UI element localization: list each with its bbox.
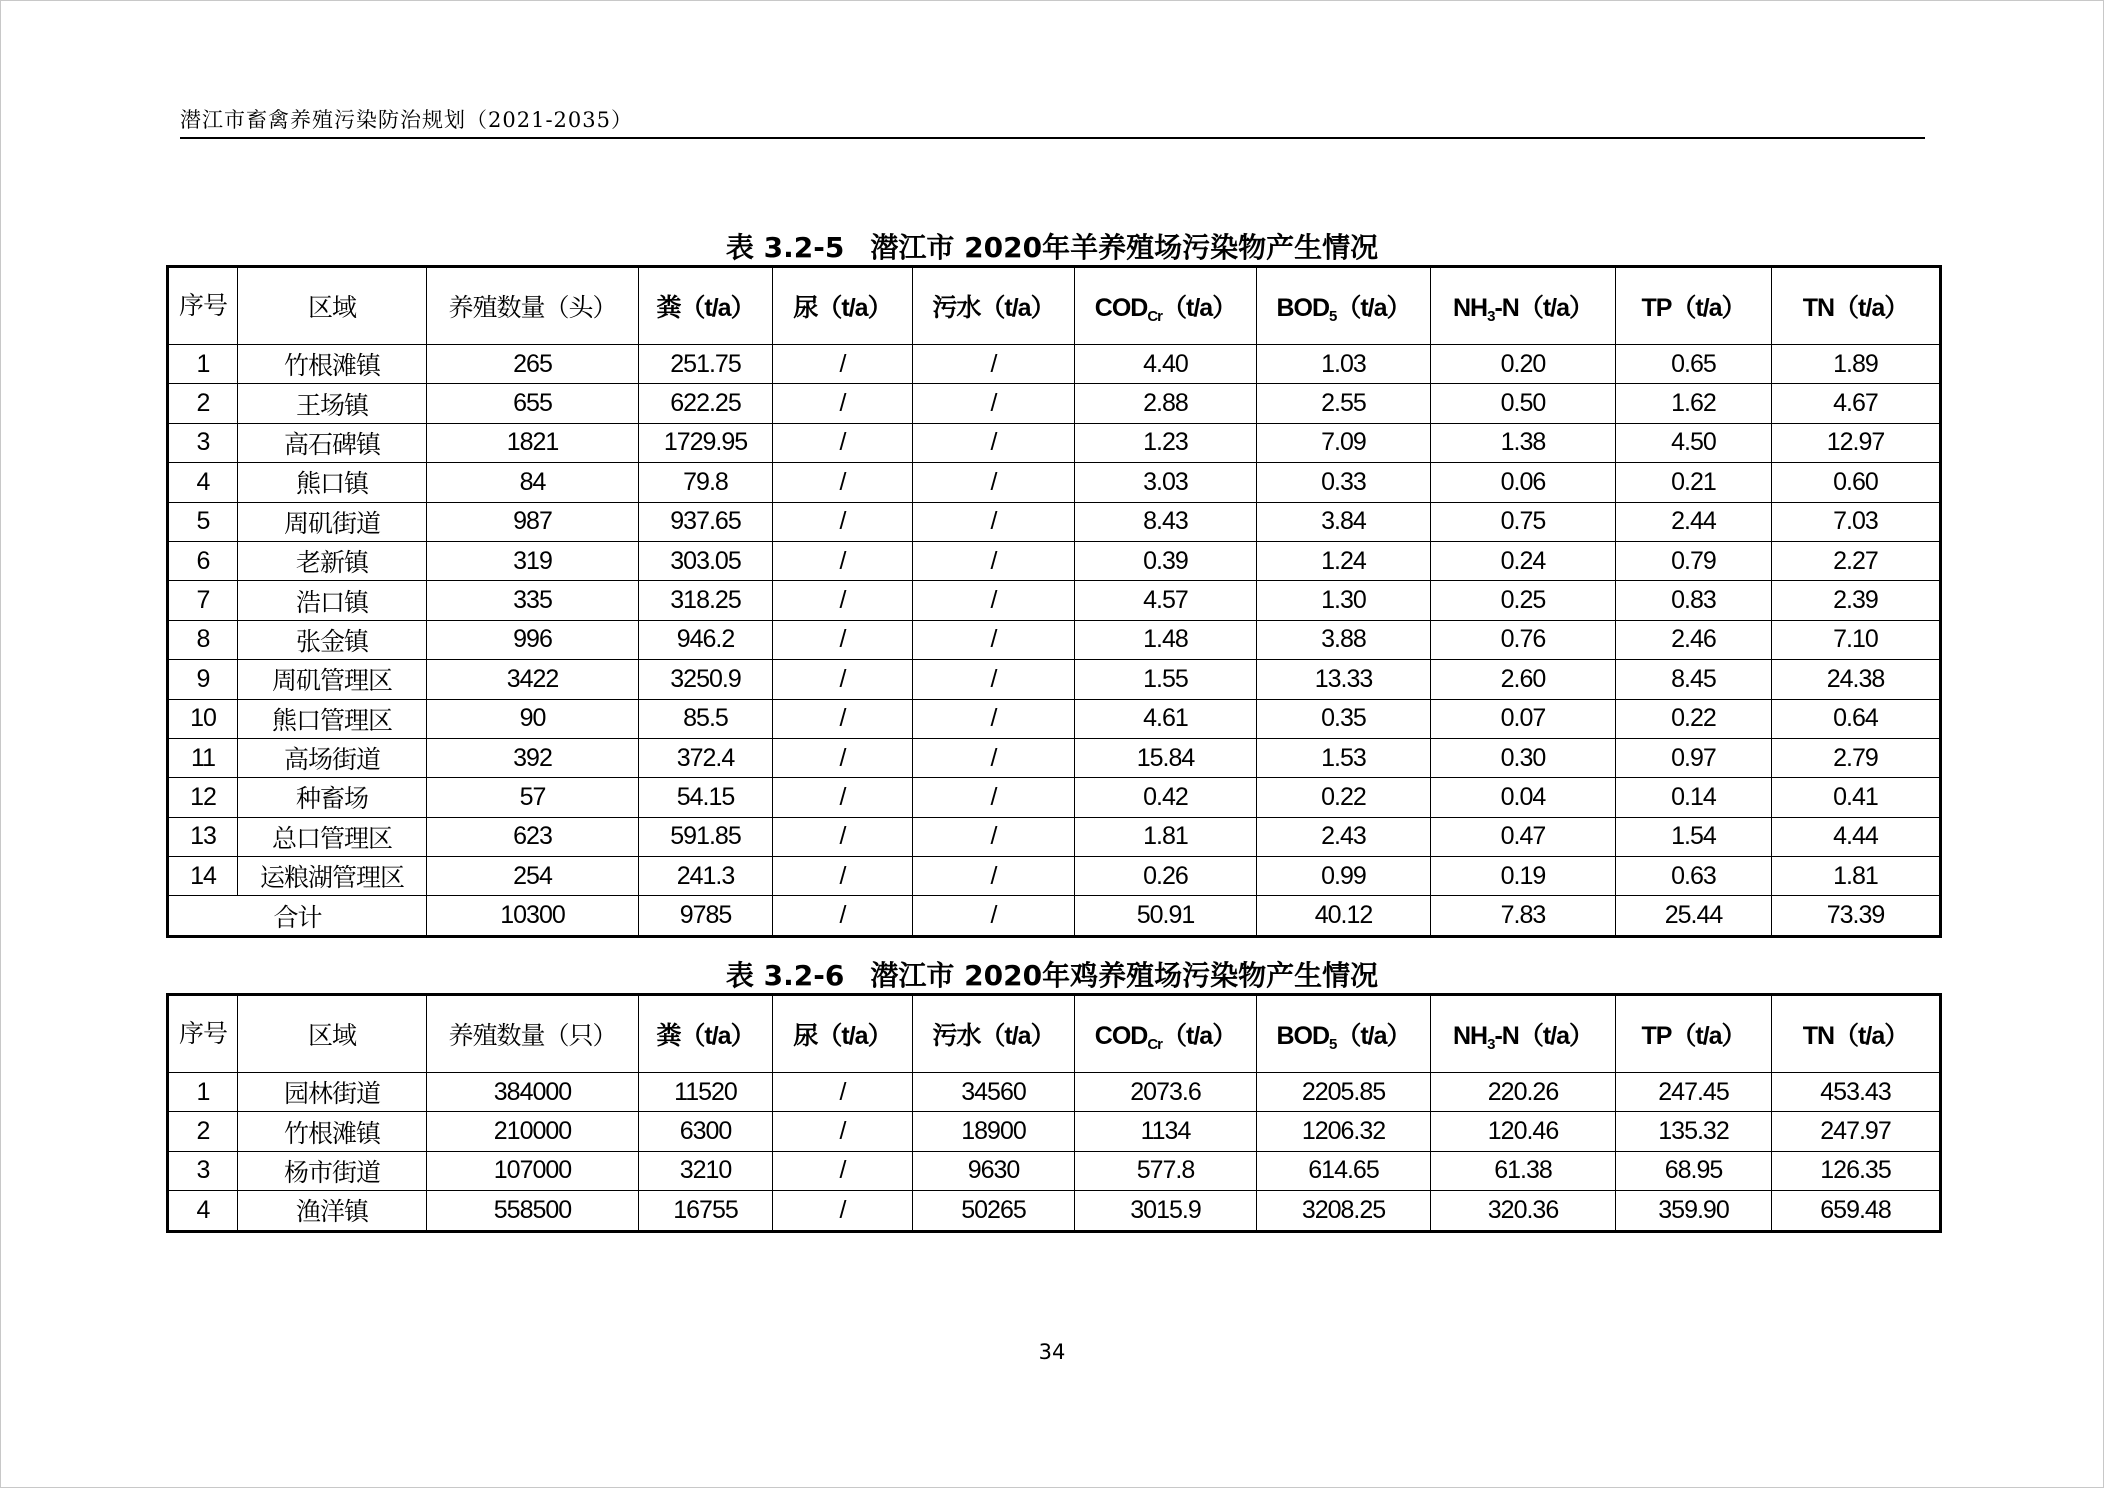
table-cell: / xyxy=(773,660,913,699)
table-cell: 8.45 xyxy=(1616,660,1772,699)
table-cell: / xyxy=(913,660,1075,699)
header-tn: TN（t/a） xyxy=(1772,267,1941,345)
table-cell: 0.64 xyxy=(1772,699,1941,738)
table-cell: 614.65 xyxy=(1257,1151,1431,1190)
table-cell: 0.97 xyxy=(1616,738,1772,777)
table-cell: / xyxy=(913,699,1075,738)
table-row xyxy=(168,738,1941,777)
table-cell: 4.40 xyxy=(1075,345,1257,384)
table-cell: 135.32 xyxy=(1616,1112,1772,1151)
table-cell: 1134 xyxy=(1075,1112,1257,1151)
total-cell: 25.44 xyxy=(1616,896,1772,936)
table-cell: / xyxy=(913,345,1075,384)
table-cell: 247.97 xyxy=(1772,1112,1941,1151)
table-cell: 0.35 xyxy=(1257,699,1431,738)
table-cell: 3 xyxy=(168,423,238,462)
table-cell: 24.38 xyxy=(1772,660,1941,699)
table-cell: 0.04 xyxy=(1431,778,1616,817)
table-cell: 3 xyxy=(168,1151,238,1190)
table-cell: 7.10 xyxy=(1772,620,1941,659)
table-cell: 3015.9 xyxy=(1075,1191,1257,1231)
table-cell: 319 xyxy=(427,541,639,580)
table-cell: 120.46 xyxy=(1431,1112,1616,1151)
table1-caption xyxy=(0,226,2104,266)
table-row xyxy=(168,384,1941,423)
table-cell: 0.63 xyxy=(1616,857,1772,896)
region-cell: 运粮湖管理区 xyxy=(238,857,427,896)
header-bod: $BOD_5(t/a)$ xyxy=(1257,267,1431,345)
table-cell: 1 xyxy=(168,1073,238,1112)
table-cell: 6300 xyxy=(639,1112,773,1151)
table-cell: 318.25 xyxy=(639,581,773,620)
table-cell: 946.2 xyxy=(639,620,773,659)
header-count: 养殖数量（头） xyxy=(427,267,639,345)
header-tn: TN（t/a） xyxy=(1772,995,1941,1073)
table1-caption-text: 潜江市 2020年羊养殖场污染物产生情况 xyxy=(870,231,1379,264)
table-row xyxy=(168,778,1941,817)
table-cell: / xyxy=(913,581,1075,620)
table2-caption xyxy=(0,954,2104,994)
table-row xyxy=(168,463,1941,502)
table-cell: 0.39 xyxy=(1075,541,1257,580)
table1-sheep-pollution xyxy=(166,265,1942,938)
table-cell: 12.97 xyxy=(1772,423,1941,462)
table2-caption-text: 潜江市 2020年鸡养殖场污染物产生情况 xyxy=(870,959,1379,992)
table-cell: 372.4 xyxy=(639,738,773,777)
region-cell: 老新镇 xyxy=(238,541,427,580)
table-cell: 8.43 xyxy=(1075,502,1257,541)
table-cell: 4.57 xyxy=(1075,581,1257,620)
header-count: 养殖数量（只） xyxy=(427,995,639,1073)
table-cell: 0.22 xyxy=(1616,699,1772,738)
table-cell: 577.8 xyxy=(1075,1151,1257,1190)
table-cell: 1.03 xyxy=(1257,345,1431,384)
table-cell: 254 xyxy=(427,857,639,896)
table-cell: 2205.85 xyxy=(1257,1073,1431,1112)
table-row xyxy=(168,1112,1941,1151)
table-cell: 107000 xyxy=(427,1151,639,1190)
table-cell: 0.99 xyxy=(1257,857,1431,896)
table-cell: 126.35 xyxy=(1772,1151,1941,1190)
table-cell: / xyxy=(913,463,1075,502)
header-title: 潜江市畜禽养殖污染防治规划（2021-2035） xyxy=(180,108,633,132)
table-cell: 0.50 xyxy=(1431,384,1616,423)
table-row xyxy=(168,1151,1941,1190)
total-cell: / xyxy=(773,896,913,936)
table-cell: 0.33 xyxy=(1257,463,1431,502)
table-cell: 57 xyxy=(427,778,639,817)
region-cell: 王场镇 xyxy=(238,384,427,423)
header-nh3n: $NH_3-N(t/a)$ xyxy=(1431,267,1616,345)
table-cell: 2.43 xyxy=(1257,817,1431,856)
table-cell: 1.23 xyxy=(1075,423,1257,462)
table-cell: 1.53 xyxy=(1257,738,1431,777)
table-row xyxy=(168,345,1941,384)
table-row xyxy=(168,660,1941,699)
table-cell: 0.79 xyxy=(1616,541,1772,580)
table-cell: 1.89 xyxy=(1772,345,1941,384)
table-cell: / xyxy=(913,541,1075,580)
total-label: 合计 xyxy=(168,896,427,936)
region-cell: 种畜场 xyxy=(238,778,427,817)
table-cell: 2.46 xyxy=(1616,620,1772,659)
table-cell: 659.48 xyxy=(1772,1191,1941,1231)
header-rule xyxy=(180,137,1925,139)
table-cell: 937.65 xyxy=(639,502,773,541)
table-row xyxy=(168,817,1941,856)
table-cell: 10 xyxy=(168,699,238,738)
table-cell: 1.81 xyxy=(1772,857,1941,896)
region-cell: 熊口镇 xyxy=(238,463,427,502)
table-cell: 392 xyxy=(427,738,639,777)
table-cell: / xyxy=(773,581,913,620)
header-region: 区域 xyxy=(238,267,427,345)
table-cell: 6 xyxy=(168,541,238,580)
total-cell: 50.91 xyxy=(1075,896,1257,936)
table-cell: 1.81 xyxy=(1075,817,1257,856)
table-cell: / xyxy=(913,423,1075,462)
table-row xyxy=(168,423,1941,462)
table-cell: / xyxy=(773,345,913,384)
total-cell: 9785 xyxy=(639,896,773,936)
table-cell: / xyxy=(773,620,913,659)
header-urine: 尿（t/a） xyxy=(773,267,913,345)
table-cell: 3.03 xyxy=(1075,463,1257,502)
table-cell: / xyxy=(773,463,913,502)
table-cell: 623 xyxy=(427,817,639,856)
table-cell: / xyxy=(913,778,1075,817)
table-cell: 2.39 xyxy=(1772,581,1941,620)
header-tp: TP（t/a） xyxy=(1616,995,1772,1073)
region-cell: 高石碑镇 xyxy=(238,423,427,462)
header-cod: $COD_{Cr}(t/a)$ xyxy=(1075,267,1257,345)
table-cell: 34560 xyxy=(913,1073,1075,1112)
header-nh3n: $NH_3-N(t/a)$ xyxy=(1431,995,1616,1073)
table-cell: / xyxy=(773,817,913,856)
header-sewage: 污水（t/a） xyxy=(913,267,1075,345)
table-cell: 0.19 xyxy=(1431,857,1616,896)
header-sewage: 污水（t/a） xyxy=(913,995,1075,1073)
table-cell: 0.41 xyxy=(1772,778,1941,817)
table-cell: 16755 xyxy=(639,1191,773,1231)
header-tp: TP（t/a） xyxy=(1616,267,1772,345)
table-cell: 2.79 xyxy=(1772,738,1941,777)
total-cell: 7.83 xyxy=(1431,896,1616,936)
table1-header-row xyxy=(168,267,1941,345)
table2-chicken-pollution xyxy=(166,993,1942,1233)
region-cell: 渔洋镇 xyxy=(238,1191,427,1231)
table-cell: 2.88 xyxy=(1075,384,1257,423)
table-cell: 11 xyxy=(168,738,238,777)
table-cell: 8 xyxy=(168,620,238,659)
table-cell: / xyxy=(773,699,913,738)
table-cell: 335 xyxy=(427,581,639,620)
total-cell: 40.12 xyxy=(1257,896,1431,936)
table-cell: / xyxy=(773,857,913,896)
table-cell: 3422 xyxy=(427,660,639,699)
table-cell: 0.75 xyxy=(1431,502,1616,541)
table-cell: 453.43 xyxy=(1772,1073,1941,1112)
region-cell: 竹根滩镇 xyxy=(238,1112,427,1151)
table-cell: / xyxy=(773,384,913,423)
table-cell: 0.42 xyxy=(1075,778,1257,817)
table-cell: 4.50 xyxy=(1616,423,1772,462)
table-cell: 50265 xyxy=(913,1191,1075,1231)
table-cell: 0.47 xyxy=(1431,817,1616,856)
table-cell: 384000 xyxy=(427,1073,639,1112)
table-cell: 0.07 xyxy=(1431,699,1616,738)
region-cell: 浩口镇 xyxy=(238,581,427,620)
table-cell: / xyxy=(773,738,913,777)
header-region: 区域 xyxy=(238,995,427,1073)
region-cell: 杨市街道 xyxy=(238,1151,427,1190)
region-cell: 总口管理区 xyxy=(238,817,427,856)
header-seq: 序号 xyxy=(168,267,238,345)
table-cell: 558500 xyxy=(427,1191,639,1231)
table-cell: 13.33 xyxy=(1257,660,1431,699)
table-cell: / xyxy=(773,1151,913,1190)
table-cell: 3208.25 xyxy=(1257,1191,1431,1231)
table-cell: / xyxy=(913,384,1075,423)
table-row xyxy=(168,620,1941,659)
table-cell: 2.55 xyxy=(1257,384,1431,423)
table-cell: 3.84 xyxy=(1257,502,1431,541)
table-cell: 0.14 xyxy=(1616,778,1772,817)
region-cell: 园林街道 xyxy=(238,1073,427,1112)
header-cod: $COD_{Cr}(t/a)$ xyxy=(1075,995,1257,1073)
table-cell: 0.20 xyxy=(1431,345,1616,384)
table-cell: 2 xyxy=(168,384,238,423)
table-cell: 4.67 xyxy=(1772,384,1941,423)
table-cell: 54.15 xyxy=(639,778,773,817)
table-cell: 4.61 xyxy=(1075,699,1257,738)
table-cell: 2.27 xyxy=(1772,541,1941,580)
table-row xyxy=(168,1191,1941,1231)
table-cell: / xyxy=(913,620,1075,659)
table-cell: 61.38 xyxy=(1431,1151,1616,1190)
table-cell: 5 xyxy=(168,502,238,541)
table-cell: 1.54 xyxy=(1616,817,1772,856)
table-cell: 3.88 xyxy=(1257,620,1431,659)
table-cell: 303.05 xyxy=(639,541,773,580)
table-cell: 1.24 xyxy=(1257,541,1431,580)
total-row xyxy=(168,896,1941,936)
table-cell: 3210 xyxy=(639,1151,773,1190)
table-row xyxy=(168,502,1941,541)
page-number: 34 xyxy=(1038,1340,1066,1364)
table-cell: 2073.6 xyxy=(1075,1073,1257,1112)
header-urine: 尿（t/a） xyxy=(773,995,913,1073)
table-cell: 2.44 xyxy=(1616,502,1772,541)
table-cell: / xyxy=(773,423,913,462)
table-cell: 14 xyxy=(168,857,238,896)
table-cell: 84 xyxy=(427,463,639,502)
table2-caption-number: 表 3.2-6 xyxy=(725,959,845,992)
table2-header-row xyxy=(168,995,1941,1073)
total-cell: / xyxy=(913,896,1075,936)
table-cell: 241.3 xyxy=(639,857,773,896)
region-cell: 熊口管理区 xyxy=(238,699,427,738)
table-cell: 13 xyxy=(168,817,238,856)
table-cell: 12 xyxy=(168,778,238,817)
table-cell: 11520 xyxy=(639,1073,773,1112)
table-cell: / xyxy=(773,1073,913,1112)
table-cell: 9630 xyxy=(913,1151,1075,1190)
region-cell: 竹根滩镇 xyxy=(238,345,427,384)
table-row xyxy=(168,699,1941,738)
table-cell: 0.24 xyxy=(1431,541,1616,580)
table-row xyxy=(168,581,1941,620)
table-row xyxy=(168,541,1941,580)
table-cell: / xyxy=(773,502,913,541)
table-cell: 7 xyxy=(168,581,238,620)
region-cell: 张金镇 xyxy=(238,620,427,659)
table-cell: 7.09 xyxy=(1257,423,1431,462)
table-cell: 996 xyxy=(427,620,639,659)
table-cell: 2.60 xyxy=(1431,660,1616,699)
table-cell: 0.60 xyxy=(1772,463,1941,502)
table-cell: 15.84 xyxy=(1075,738,1257,777)
table-cell: 591.85 xyxy=(639,817,773,856)
table-cell: 18900 xyxy=(913,1112,1075,1151)
table-cell: / xyxy=(913,817,1075,856)
table-cell: 210000 xyxy=(427,1112,639,1151)
table-cell: 265 xyxy=(427,345,639,384)
table-cell: 1.38 xyxy=(1431,423,1616,462)
table-cell: 220.26 xyxy=(1431,1073,1616,1112)
table-cell: 1821 xyxy=(427,423,639,462)
table-cell: 251.75 xyxy=(639,345,773,384)
table-cell: 987 xyxy=(427,502,639,541)
region-cell: 周矶街道 xyxy=(238,502,427,541)
table-cell: 0.25 xyxy=(1431,581,1616,620)
table1-caption-number: 表 3.2-5 xyxy=(725,231,845,264)
table-cell: 0.26 xyxy=(1075,857,1257,896)
table-cell: 7.03 xyxy=(1772,502,1941,541)
table-cell: 359.90 xyxy=(1616,1191,1772,1231)
table-cell: 68.95 xyxy=(1616,1151,1772,1190)
table-cell: 0.06 xyxy=(1431,463,1616,502)
header-bod: $BOD_5(t/a)$ xyxy=(1257,995,1431,1073)
table-cell: 0.21 xyxy=(1616,463,1772,502)
table-cell: 85.5 xyxy=(639,699,773,738)
total-cell: 10300 xyxy=(427,896,639,936)
table-cell: 655 xyxy=(427,384,639,423)
table-cell: 1729.95 xyxy=(639,423,773,462)
table-cell: 1 xyxy=(168,345,238,384)
header-manure: 粪（t/a） xyxy=(639,995,773,1073)
table-cell: 9 xyxy=(168,660,238,699)
table-cell: 90 xyxy=(427,699,639,738)
table-cell: / xyxy=(913,502,1075,541)
table-cell: 0.65 xyxy=(1616,345,1772,384)
table-cell: 0.22 xyxy=(1257,778,1431,817)
table-cell: 1.55 xyxy=(1075,660,1257,699)
table-cell: 320.36 xyxy=(1431,1191,1616,1231)
table-cell: / xyxy=(773,778,913,817)
table-cell: / xyxy=(913,738,1075,777)
table-cell: 0.83 xyxy=(1616,581,1772,620)
table-cell: / xyxy=(773,1112,913,1151)
table-cell: 4 xyxy=(168,463,238,502)
table-cell: 622.25 xyxy=(639,384,773,423)
table-cell: 1.48 xyxy=(1075,620,1257,659)
table-cell: 4.44 xyxy=(1772,817,1941,856)
table-cell: 3250.9 xyxy=(639,660,773,699)
table-cell: 1206.32 xyxy=(1257,1112,1431,1151)
table-cell: 0.30 xyxy=(1431,738,1616,777)
table-cell: 1.30 xyxy=(1257,581,1431,620)
table-cell: 0.76 xyxy=(1431,620,1616,659)
table-cell: 4 xyxy=(168,1191,238,1231)
region-cell: 高场街道 xyxy=(238,738,427,777)
table-cell: / xyxy=(773,1191,913,1231)
region-cell: 周矶管理区 xyxy=(238,660,427,699)
table-cell: / xyxy=(913,857,1075,896)
table-cell: 247.45 xyxy=(1616,1073,1772,1112)
table-row xyxy=(168,857,1941,896)
header-manure: 粪（t/a） xyxy=(639,267,773,345)
header-seq: 序号 xyxy=(168,995,238,1073)
table-cell: 79.8 xyxy=(639,463,773,502)
table-cell: 1.62 xyxy=(1616,384,1772,423)
total-cell: 73.39 xyxy=(1772,896,1941,936)
table-cell: / xyxy=(773,541,913,580)
table-row xyxy=(168,1073,1941,1112)
table-cell: 2 xyxy=(168,1112,238,1151)
